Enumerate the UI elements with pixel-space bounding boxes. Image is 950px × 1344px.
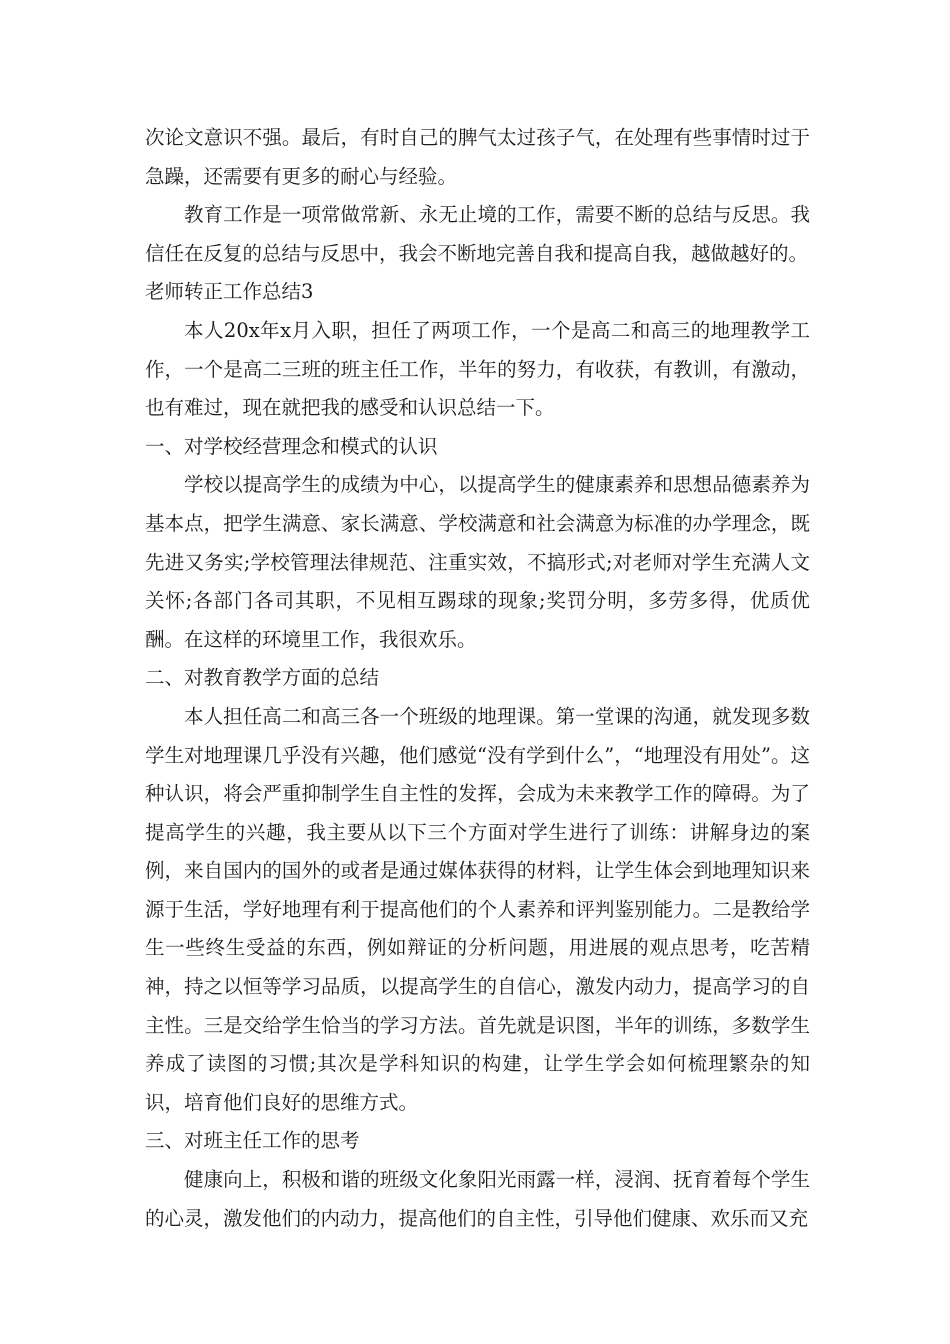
- paragraph-class-teacher: 健康向上，积极和谐的班级文化象阳光雨露一样，浸润、抚育着每个学生的心灵，激发他们的内动力，提高他们的自主性，引导他们健康、欢乐而又充: [145, 1168, 810, 1230]
- heading-teaching-summary: 二、对教育教学方面的总结: [145, 666, 380, 690]
- paragraph-intro: 本人20x年x月入职，担任了两项工作，一个是高二和高三的地理教学工作，一个是高二三班的班主任工作，半年的努力，有收获，有教训，有激动，也有难过，现在就把我的感受和认识总结一下。: [145, 318, 810, 420]
- heading-class-teacher: 三、对班主任工作的思考: [145, 1129, 360, 1153]
- heading-school-philosophy: 一、对学校经营理念和模式的认识: [145, 434, 438, 458]
- section-title: 老师转正工作总结3: [145, 280, 314, 304]
- paragraph-teaching-summary: 本人担任高二和高三各一个班级的地理课。第一堂课的沟通，就发现多数学生对地理课几乎没有兴趣，他们感觉“没有学到什么”，“地理没有用处”。这种认识，将会严重抑制学生自主性的发挥，会成为未来教学工作的障碍。为了提高学生的兴趣，我主要从以下三个方面对学生进行了训练：讲解身边的案例，来自国内的国外的或者是通过媒体获得的材料，让学生体会到地理知识来源于生活，学好地理有利于提高他们的个人素养和评判鉴别能力。二是教给学生一些终生受益的东西，例如辩证的分析问题，用进展的观点思考，吃苦精神，持之以恒等学习品质，以提高学生的自信心，激发内动力，提高学习的自主性。三是交给学生恰当的学习方法。首先就是识图，半年的训练，多数学生养成了读图的习惯;其次是学科知识的构建，让学生学会如何梳理繁杂的知识，培育他们良好的思维方式。: [145, 704, 810, 1114]
- paragraph-school-philosophy: 学校以提高学生的成绩为中心，以提高学生的健康素养和思想品德素养为基本点，把学生满意、家长满意、学校满意和社会满意为标准的办学理念，既先进又务实;学校管理法律规范、注重实效，不搞形式;对老师对学生充满人文关怀;各部门各司其职，不见相互踢球的现象;奖罚分明，多劳多得，优质优酬。在这样的环境里工作，我很欢乐。: [145, 473, 810, 651]
- document-body: [145, 119, 810, 1238]
- paragraph-reflection: 教育工作是一项常做常新、永无止境的工作，需要不断的总结与反思。我信任在反复的总结与反思中，我会不断地完善自我和提高自我，越做越好的。: [145, 203, 810, 265]
- paragraph-continuation: 次论文意识不强。最后，有时自己的脾气太过孩子气，在处理有些事情时过于急躁，还需要有更多的耐心与经验。: [145, 126, 810, 188]
